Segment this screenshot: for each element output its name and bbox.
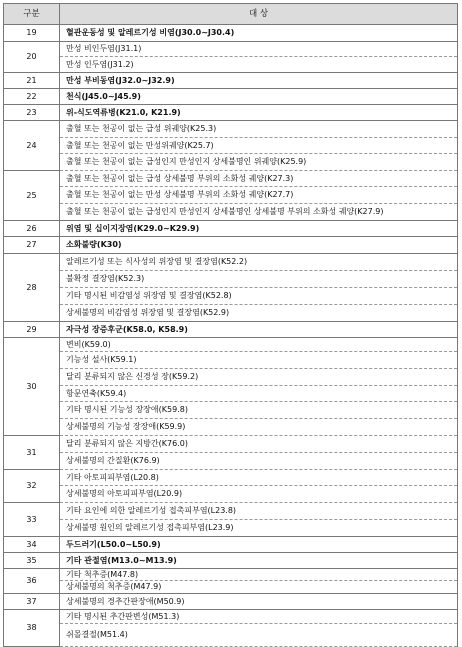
table-row [4,154,458,171]
table-header-row [4,4,458,25]
row-number: 35 [4,553,60,569]
row-number: 29 [4,322,60,338]
target-item: 출혈 또는 천공이 없는 급성인지 만성인지 상세불명인 상세불명 부위의 소화성 궤양(K27.9) [60,204,458,221]
table-row [4,138,458,154]
table-row [4,171,458,187]
target-item: 위염 및 십이지장염(K29.0∼K29.9) [60,221,458,237]
table-row [4,73,458,89]
target-item: 기타 명시된 비감염성 위장염 및 결장염(K52.8) [60,288,458,305]
target-item: 기타 요인에 의한 알레르기성 접촉피부염(L23.8) [60,503,458,520]
target-item: 달리 분류되지 않은 지방간(K76.0) [60,436,458,453]
target-item: 천식(J45.0∼J45.9) [60,89,458,105]
table-row [4,470,458,486]
table-row [4,338,458,352]
target-item: 불확정 결장염(K52.3) [60,271,458,288]
row-number: 38 [4,610,60,647]
table-row [4,486,458,503]
table-row [4,386,458,402]
table-row [4,25,458,42]
row-number: 24 [4,121,60,171]
target-item: 기타 명시된 추간판변성(M51.3) [60,610,458,624]
target-item: 기타 척추증(M47.8) [60,569,458,581]
table-row [4,520,458,537]
target-item: 출혈 또는 천공이 없는 급성인지 만성인지 상세불명인 위궤양(K25.9) [60,154,458,171]
target-item: 기타 관절염(M13.0∼M13.9) [60,553,458,569]
row-number: 37 [4,594,60,610]
table-row [4,187,458,204]
target-item: 만성 부비동염(J32.0∼J32.9) [60,73,458,89]
table-row [4,352,458,369]
target-item: 상세불명 원인의 알레르기성 접촉피부염(L23.9) [60,520,458,537]
disease-table [3,3,458,647]
target-item: 변비(K59.0) [60,338,458,352]
row-number: 34 [4,537,60,553]
table-row [4,57,458,73]
table-row [4,204,458,221]
table-row [4,581,458,594]
table-row [4,610,458,624]
target-item: 만성 비인두염(J31.1) [60,42,458,57]
table-row [4,288,458,305]
target-item: 쉬몰결절(M51.4) [60,624,458,647]
target-item: 기능성 설사(K59.1) [60,352,458,369]
target-item: 두드러기(L50.0∼L50.9) [60,537,458,553]
target-item: 출혈 또는 천공이 없는 만성 상세불명 부위의 소화성 궤양(K27.7) [60,187,458,204]
target-item: 기타 명시된 기능성 장장애(K59.8) [60,402,458,419]
table-row [4,537,458,553]
row-number: 30 [4,338,60,436]
table-row [4,305,458,322]
table-body [4,25,458,647]
row-number: 26 [4,221,60,237]
target-item: 알레르기성 또는 식사성의 위장염 및 결장염(K52.2) [60,254,458,271]
row-number: 36 [4,569,60,594]
row-number: 31 [4,436,60,470]
target-item: 상세불명의 간질환(K76.9) [60,453,458,470]
target-item: 상세불명의 비감염성 위장염 및 결장염(K52.9) [60,305,458,322]
table-row [4,221,458,237]
table-row [4,105,458,121]
row-number: 19 [4,25,60,42]
table-row [4,369,458,386]
row-number: 23 [4,105,60,121]
table-row [4,624,458,647]
target-item: 상세불명의 기능성 장장애(K59.9) [60,419,458,436]
target-item: 자극성 장증후군(K58.0, K58.9) [60,322,458,338]
table-row [4,453,458,470]
target-item: 달리 분류되지 않은 신경성 장(K59.2) [60,369,458,386]
table-row [4,271,458,288]
row-number: 21 [4,73,60,89]
target-item: 만성 인두염(J31.2) [60,57,458,73]
table-row [4,419,458,436]
target-item: 출혈 또는 천공이 없는 급성 상세불명 부위의 소화성 궤양(K27.3) [60,171,458,187]
row-number: 28 [4,254,60,322]
target-item: 상세불명의 척추증(M47.9) [60,581,458,594]
table-row [4,121,458,138]
table-row [4,322,458,338]
table-row [4,402,458,419]
row-number: 33 [4,503,60,537]
table-row [4,569,458,581]
header-target: 대 상 [60,4,458,25]
target-item: 상세불명의 아토피피부염(L20.9) [60,486,458,503]
table-row [4,254,458,271]
target-item: 혈관운동성 및 알레르기성 비염(J30.0∼J30.4) [60,25,458,42]
table-row [4,553,458,569]
row-number: 32 [4,470,60,503]
row-number: 20 [4,42,60,73]
table-row [4,42,458,57]
row-number: 25 [4,171,60,221]
row-number: 22 [4,89,60,105]
table-row [4,237,458,254]
table-row [4,594,458,610]
target-item: 상세불명의 경추간판장애(M50.9) [60,594,458,610]
table-row [4,503,458,520]
target-item: 출혈 또는 천공이 없는 만성위궤양(K25.7) [60,138,458,154]
target-item: 기타 아토피피부염(L20.8) [60,470,458,486]
target-item: 출혈 또는 천공이 없는 급성 위궤양(K25.3) [60,121,458,138]
table-row [4,436,458,453]
target-item: 소화불량(K30) [60,237,458,254]
target-item: 위-식도역류병(K21.0, K21.9) [60,105,458,121]
header-category: 구분 [4,4,60,25]
target-item: 항문연축(K59.4) [60,386,458,402]
row-number: 27 [4,237,60,254]
table-row [4,89,458,105]
